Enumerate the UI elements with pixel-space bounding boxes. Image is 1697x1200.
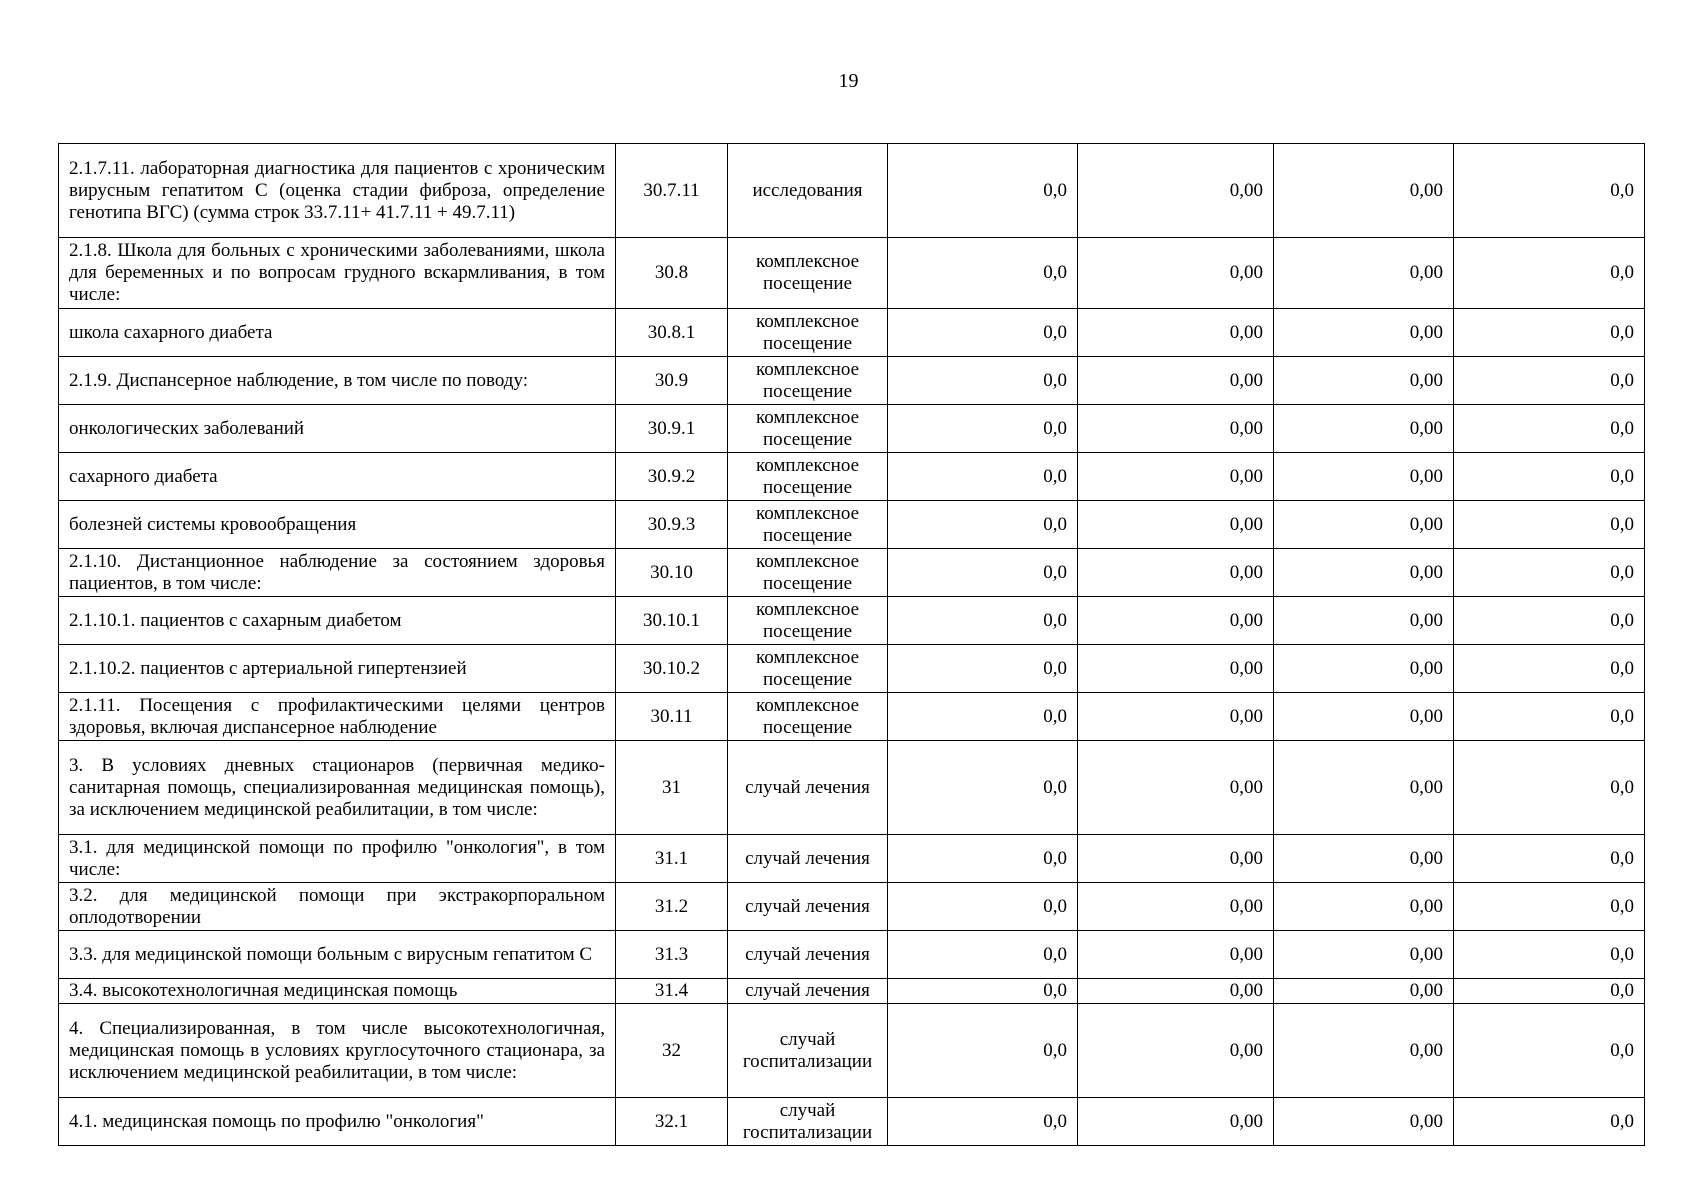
row-value-1: 0,0 [888, 549, 1078, 597]
row-name: 3.3. для медицинской помощи больным с вирусным гепатитом С [59, 931, 616, 979]
row-unit: случай лечения [728, 741, 888, 835]
row-value-2: 0,00 [1078, 144, 1274, 238]
row-value-4: 0,0 [1454, 1004, 1645, 1098]
table-row [59, 549, 1645, 597]
row-value-2: 0,00 [1078, 1004, 1274, 1098]
row-value-1: 0,0 [888, 741, 1078, 835]
row-value-3: 0,00 [1274, 357, 1454, 405]
row-value-2: 0,00 [1078, 405, 1274, 453]
row-value-3: 0,00 [1274, 549, 1454, 597]
row-code: 31 [616, 741, 728, 835]
row-unit: комплексное посещение [728, 597, 888, 645]
page-number: 19 [838, 70, 859, 92]
row-value-4: 0,0 [1454, 453, 1645, 501]
row-value-1: 0,0 [888, 645, 1078, 693]
row-value-3: 0,00 [1274, 693, 1454, 741]
row-value-4: 0,0 [1454, 549, 1645, 597]
row-code: 31.4 [616, 979, 728, 1004]
row-code: 30.8 [616, 238, 728, 309]
row-code: 32 [616, 1004, 728, 1098]
row-value-2: 0,00 [1078, 597, 1274, 645]
row-code: 30.11 [616, 693, 728, 741]
row-value-4: 0,0 [1454, 501, 1645, 549]
table-row [59, 931, 1645, 979]
row-unit: случай госпитализации [728, 1098, 888, 1146]
row-unit: комплексное посещение [728, 549, 888, 597]
row-value-2: 0,00 [1078, 309, 1274, 357]
row-unit: случай лечения [728, 979, 888, 1004]
row-name: школа сахарного диабета [59, 309, 616, 357]
row-value-3: 0,00 [1274, 501, 1454, 549]
table-row [59, 1004, 1645, 1098]
row-value-2: 0,00 [1078, 883, 1274, 931]
table-row [59, 645, 1645, 693]
row-value-4: 0,0 [1454, 357, 1645, 405]
row-name: сахарного диабета [59, 453, 616, 501]
table-row [59, 453, 1645, 501]
row-value-3: 0,00 [1274, 144, 1454, 238]
row-code: 32.1 [616, 1098, 728, 1146]
row-name: 3.1. для медицинской помощи по профилю "онкология", в том числе: [59, 835, 616, 883]
row-unit: комплексное посещение [728, 309, 888, 357]
row-value-3: 0,00 [1274, 883, 1454, 931]
table-row [59, 693, 1645, 741]
row-code: 30.7.11 [616, 144, 728, 238]
row-unit: случай лечения [728, 931, 888, 979]
table-row [59, 883, 1645, 931]
row-value-1: 0,0 [888, 1004, 1078, 1098]
row-name: 2.1.10.2. пациентов с артериальной гипертензией [59, 645, 616, 693]
data-table [58, 143, 1645, 1146]
row-value-1: 0,0 [888, 979, 1078, 1004]
row-unit: комплексное посещение [728, 405, 888, 453]
table-row [59, 144, 1645, 238]
row-value-3: 0,00 [1274, 309, 1454, 357]
row-code: 30.9.2 [616, 453, 728, 501]
table-row [59, 835, 1645, 883]
row-value-2: 0,00 [1078, 357, 1274, 405]
row-unit: исследования [728, 144, 888, 238]
row-value-1: 0,0 [888, 501, 1078, 549]
row-value-3: 0,00 [1274, 835, 1454, 883]
row-code: 30.10.2 [616, 645, 728, 693]
row-value-3: 0,00 [1274, 238, 1454, 309]
row-code: 30.9.3 [616, 501, 728, 549]
row-value-4: 0,0 [1454, 693, 1645, 741]
table-row [59, 979, 1645, 1004]
row-value-1: 0,0 [888, 309, 1078, 357]
table-row [59, 405, 1645, 453]
table-row [59, 238, 1645, 309]
row-value-3: 0,00 [1274, 931, 1454, 979]
row-value-2: 0,00 [1078, 835, 1274, 883]
row-value-4: 0,0 [1454, 309, 1645, 357]
row-value-1: 0,0 [888, 357, 1078, 405]
row-value-1: 0,0 [888, 597, 1078, 645]
row-value-4: 0,0 [1454, 144, 1645, 238]
row-value-1: 0,0 [888, 835, 1078, 883]
row-value-2: 0,00 [1078, 238, 1274, 309]
row-name: 4. Специализированная, в том числе высокотехнологичная, медицинская помощь в условиях круглосуточного стационара, за исключением медицинской реабилитации, в том числе: [59, 1004, 616, 1098]
row-value-1: 0,0 [888, 931, 1078, 979]
table-row [59, 597, 1645, 645]
row-value-2: 0,00 [1078, 741, 1274, 835]
row-name: 2.1.11. Посещения с профилактическими целями центров здоровья, включая диспансерное наблюдение [59, 693, 616, 741]
row-value-1: 0,0 [888, 693, 1078, 741]
table-row [59, 357, 1645, 405]
row-value-3: 0,00 [1274, 645, 1454, 693]
row-code: 31.2 [616, 883, 728, 931]
row-value-1: 0,0 [888, 238, 1078, 309]
row-value-4: 0,0 [1454, 238, 1645, 309]
row-unit: случай лечения [728, 883, 888, 931]
row-name: 2.1.8. Школа для больных с хроническими заболеваниями, школа для беременных и по вопросам грудного вскармливания, в том числе: [59, 238, 616, 309]
row-value-4: 0,0 [1454, 741, 1645, 835]
row-value-3: 0,00 [1274, 741, 1454, 835]
row-name: 2.1.7.11. лабораторная диагностика для пациентов с хроническим вирусным гепатитом С (оценка стадии фиброза, определение генотипа ВГС) (сумма строк 33.7.11+ 41.7.11 + 49.7.11) [59, 144, 616, 238]
table-row [59, 309, 1645, 357]
row-value-2: 0,00 [1078, 453, 1274, 501]
row-name: 3. В условиях дневных стационаров (первичная медико-санитарная помощь, специализированная медицинская помощь), за исключением медицинской реабилитации, в том числе: [59, 741, 616, 835]
row-value-3: 0,00 [1274, 1004, 1454, 1098]
row-code: 31.3 [616, 931, 728, 979]
row-value-2: 0,00 [1078, 693, 1274, 741]
row-unit: комплексное посещение [728, 453, 888, 501]
table-row [59, 501, 1645, 549]
row-value-2: 0,00 [1078, 645, 1274, 693]
row-unit: случай госпитализации [728, 1004, 888, 1098]
row-value-3: 0,00 [1274, 597, 1454, 645]
table-row [59, 1098, 1645, 1146]
row-value-3: 0,00 [1274, 453, 1454, 501]
row-code: 30.10 [616, 549, 728, 597]
row-unit: комплексное посещение [728, 238, 888, 309]
row-code: 30.10.1 [616, 597, 728, 645]
row-code: 30.9.1 [616, 405, 728, 453]
row-value-2: 0,00 [1078, 979, 1274, 1004]
row-unit: случай лечения [728, 835, 888, 883]
row-name: 3.4. высокотехнологичная медицинская помощь [59, 979, 616, 1004]
table-row [59, 741, 1645, 835]
row-value-3: 0,00 [1274, 405, 1454, 453]
row-name: онкологических заболеваний [59, 405, 616, 453]
row-code: 30.9 [616, 357, 728, 405]
row-value-1: 0,0 [888, 405, 1078, 453]
row-value-3: 0,00 [1274, 1098, 1454, 1146]
row-name: болезней системы кровообращения [59, 501, 616, 549]
row-value-4: 0,0 [1454, 645, 1645, 693]
row-unit: комплексное посещение [728, 357, 888, 405]
table-body [59, 144, 1645, 1146]
row-value-4: 0,0 [1454, 979, 1645, 1004]
row-name: 2.1.9. Диспансерное наблюдение, в том числе по поводу: [59, 357, 616, 405]
row-unit: комплексное посещение [728, 501, 888, 549]
row-value-1: 0,0 [888, 1098, 1078, 1146]
row-code: 30.8.1 [616, 309, 728, 357]
row-value-3: 0,00 [1274, 979, 1454, 1004]
row-value-2: 0,00 [1078, 549, 1274, 597]
row-value-4: 0,0 [1454, 931, 1645, 979]
row-value-4: 0,0 [1454, 405, 1645, 453]
row-value-2: 0,00 [1078, 501, 1274, 549]
row-unit: комплексное посещение [728, 645, 888, 693]
row-value-1: 0,0 [888, 883, 1078, 931]
row-name: 2.1.10. Дистанционное наблюдение за состоянием здоровья пациентов, в том числе: [59, 549, 616, 597]
row-value-1: 0,0 [888, 144, 1078, 238]
row-value-4: 0,0 [1454, 1098, 1645, 1146]
row-name: 4.1. медицинская помощь по профилю "онкология" [59, 1098, 616, 1146]
row-value-4: 0,0 [1454, 883, 1645, 931]
row-value-1: 0,0 [888, 453, 1078, 501]
row-value-4: 0,0 [1454, 597, 1645, 645]
row-value-2: 0,00 [1078, 931, 1274, 979]
row-name: 2.1.10.1. пациентов с сахарным диабетом [59, 597, 616, 645]
row-unit: комплексное посещение [728, 693, 888, 741]
row-name: 3.2. для медицинской помощи при экстракорпоральном оплодотворении [59, 883, 616, 931]
row-value-4: 0,0 [1454, 835, 1645, 883]
row-code: 31.1 [616, 835, 728, 883]
row-value-2: 0,00 [1078, 1098, 1274, 1146]
